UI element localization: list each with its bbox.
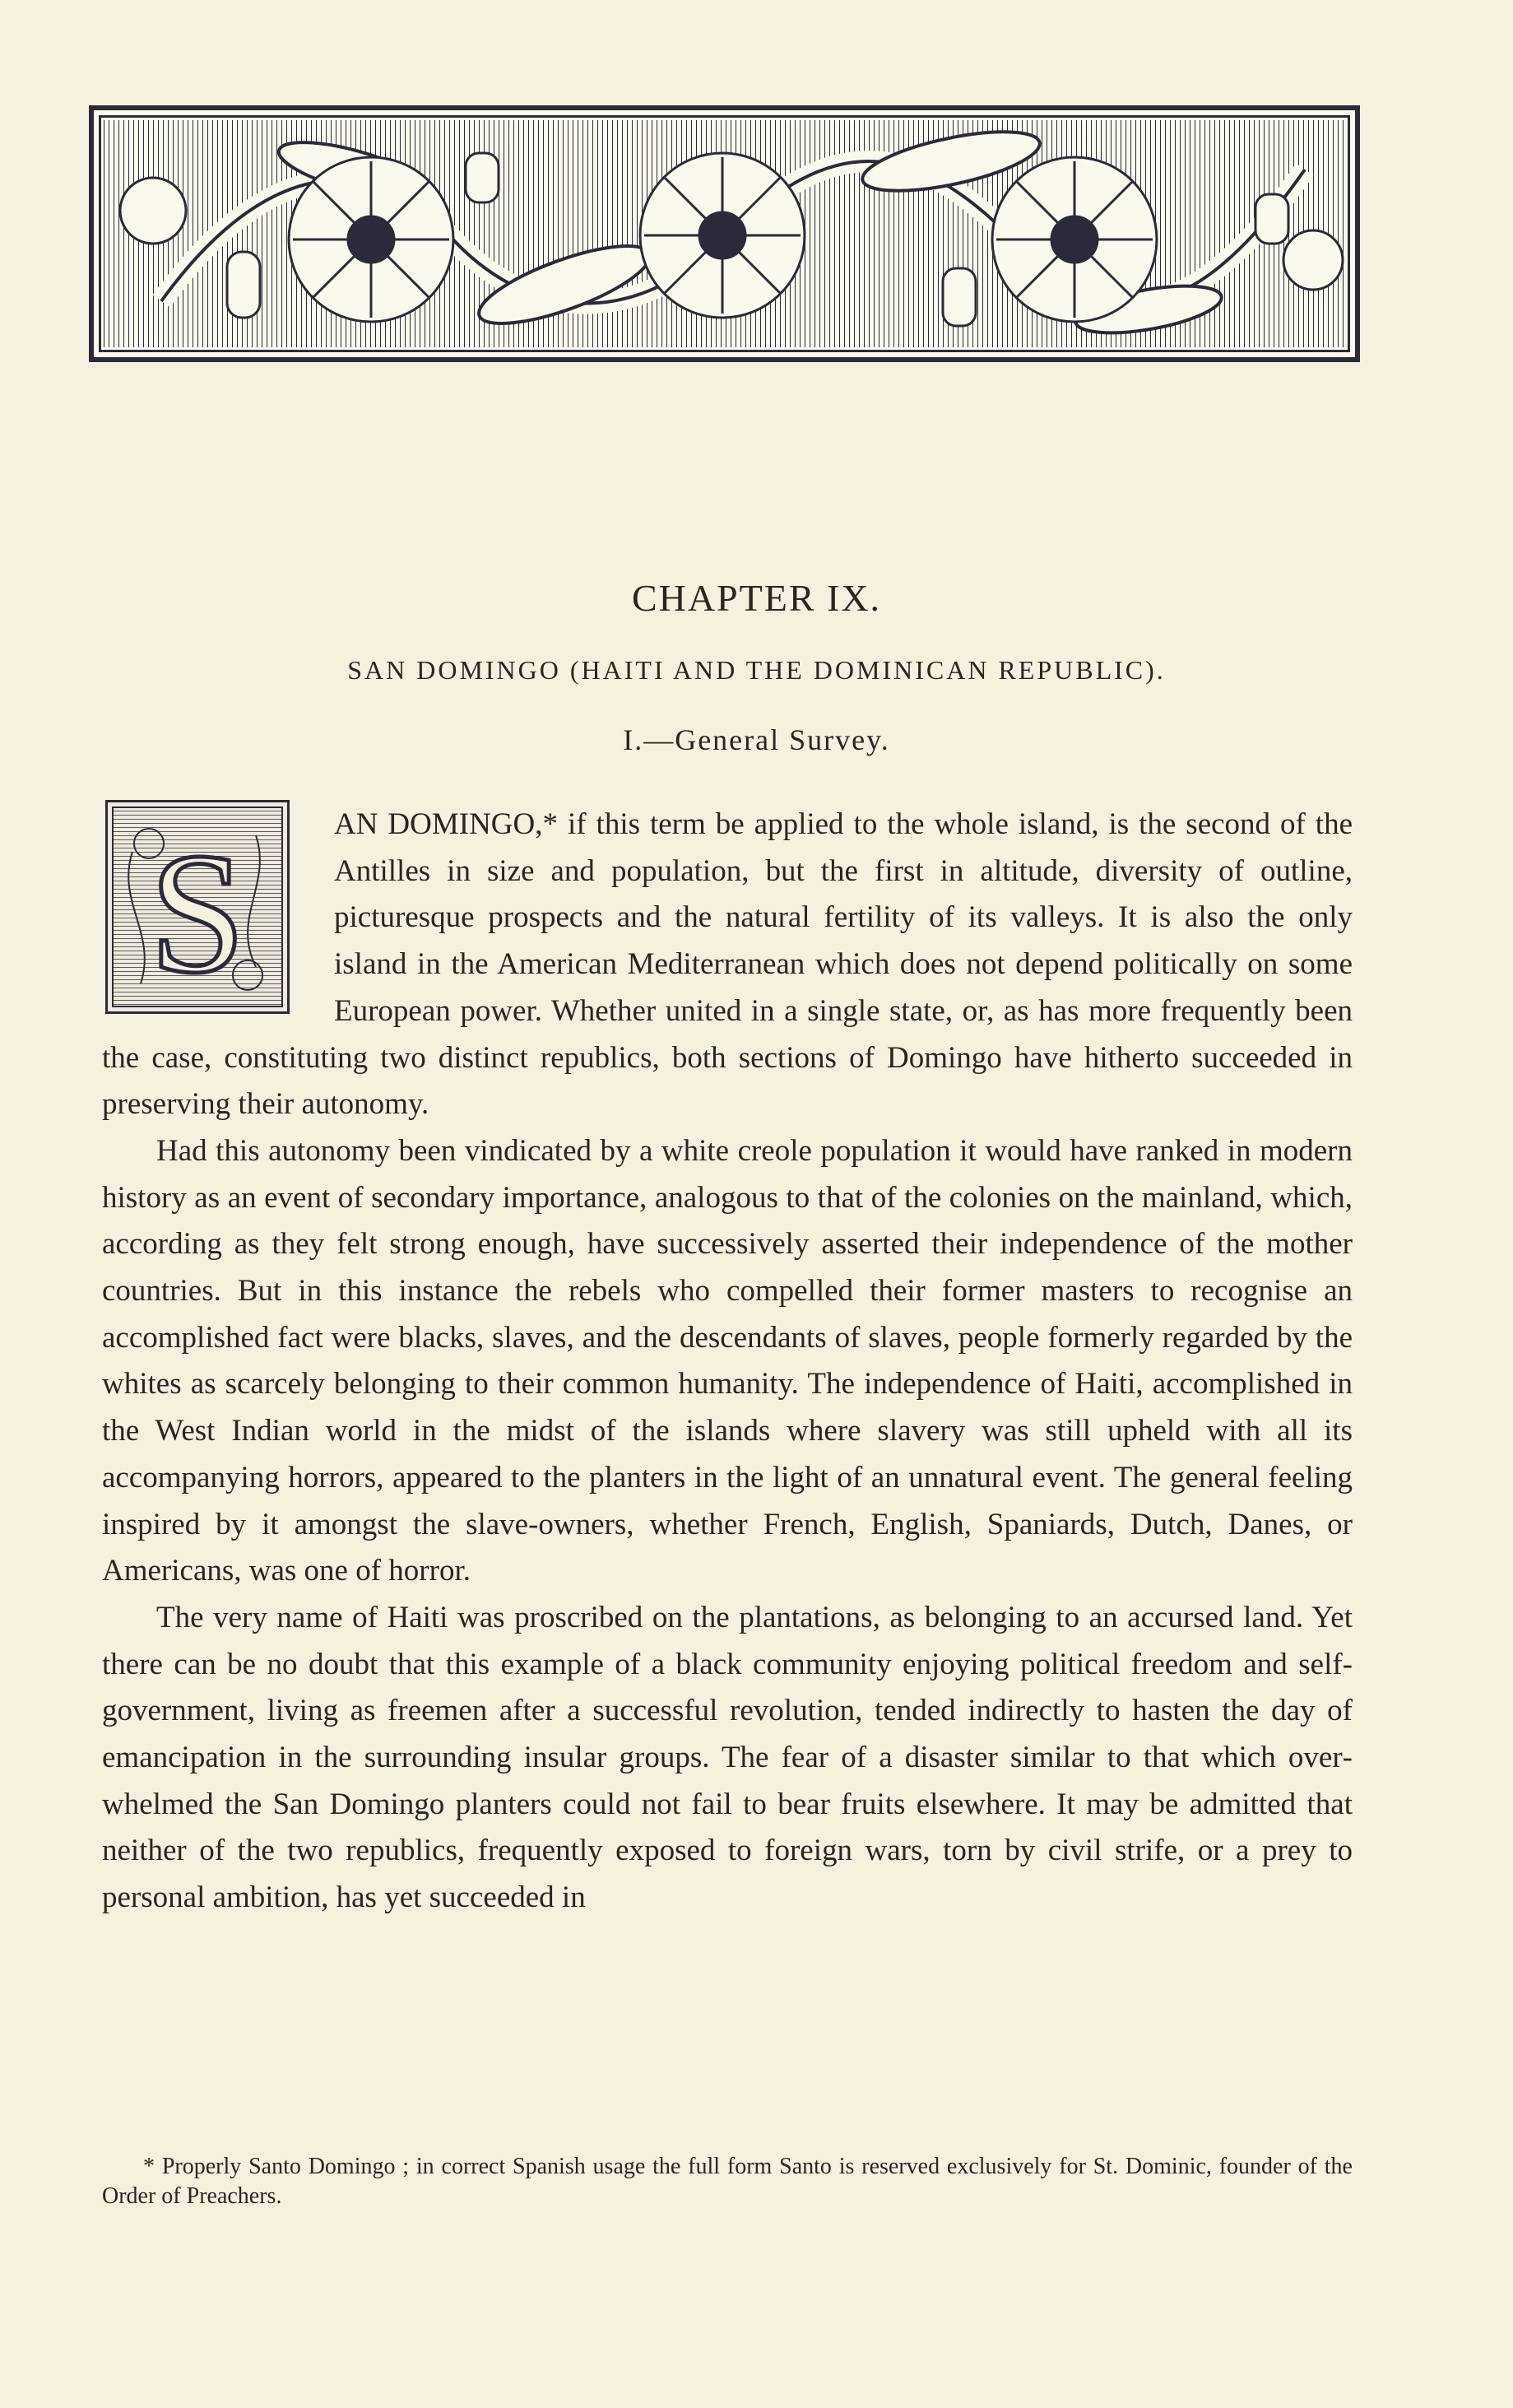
body-text: [102, 802, 1353, 1922]
floral-ornament-icon: [104, 120, 1345, 347]
opening-words: AN DOMINGO,: [334, 807, 543, 841]
drop-cap-letter: S: [149, 818, 246, 1009]
paragraph: Had this autonomy been vindicated by a white creole population it would have ranked in modern history as an event of secondary importance, analogous to that of the colonies on the mainland, which, according as they felt strong enough, have successively asserted their independence of the mother countries. But in this instance the rebels who compelled their former masters to recognise an accomplished fact were blacks, slaves, and the descendants of slaves, people formerly regarded by the whites as scarcely belonging to their common humanity. The independence of Haiti, accomplished in the West Indian world in the midst of the islands where slavery was still upheld with all its accompanying horrors, appeared to the planters in the light of an unnatural event. The general feeling inspired by it amongst the slave-owners, whether French, English, Spaniards, Dutch, Danes, or Americans, was one of horror.: [102, 1133, 1353, 1588]
ornamental-header-band: [89, 105, 1360, 362]
footnote-text: * Properly Santo Domingo ; in correct Spanish usage the full form Santo is reserved exclusively for St. Dominic, founder of the Order of Preachers.: [102, 2154, 1353, 2209]
section-title: I.—General Survey.: [623, 723, 890, 756]
footnote: [102, 2152, 1353, 2211]
paragraph-text: * if this term be applied to the whole island, is the second of the Antilles in size and population, but the first in altitude, diversity of outline, picturesque prospects and the natural fertility of its valleys. It is also the only island in the American Mediterranean which does not depend politically on some European power. Whether united in a single state, or, as has more frequently been the case, constituting two distinct republics, both sections of Domingo have hitherto succeeded in preserving their autonomy.: [102, 807, 1353, 1122]
paragraph: The very name of Haiti was proscribed on the plantations, as belonging to an accursed land. Yet there can be no doubt that this example of a black community enjoying political freedom and self-government, living as freemen after a successful revolution, tended indirectly to hasten the day of emancipation in the surrounding insular groups. The fear of a disaster similar to that which overwhelmed the San Domingo planters could not fail to bear fruits elsewhere. It may be admitted that neither of the two republics, frequently exposed to foreign wars, torn by civil strife, or a prey to personal ambition, has yet succeeded in: [102, 1600, 1353, 1915]
chapter-subtitle: SAN DOMINGO (HAITI AND THE DOMINICAN REPUBLIC).: [347, 655, 1166, 685]
chapter-title: CHAPTER IX.: [631, 577, 882, 619]
